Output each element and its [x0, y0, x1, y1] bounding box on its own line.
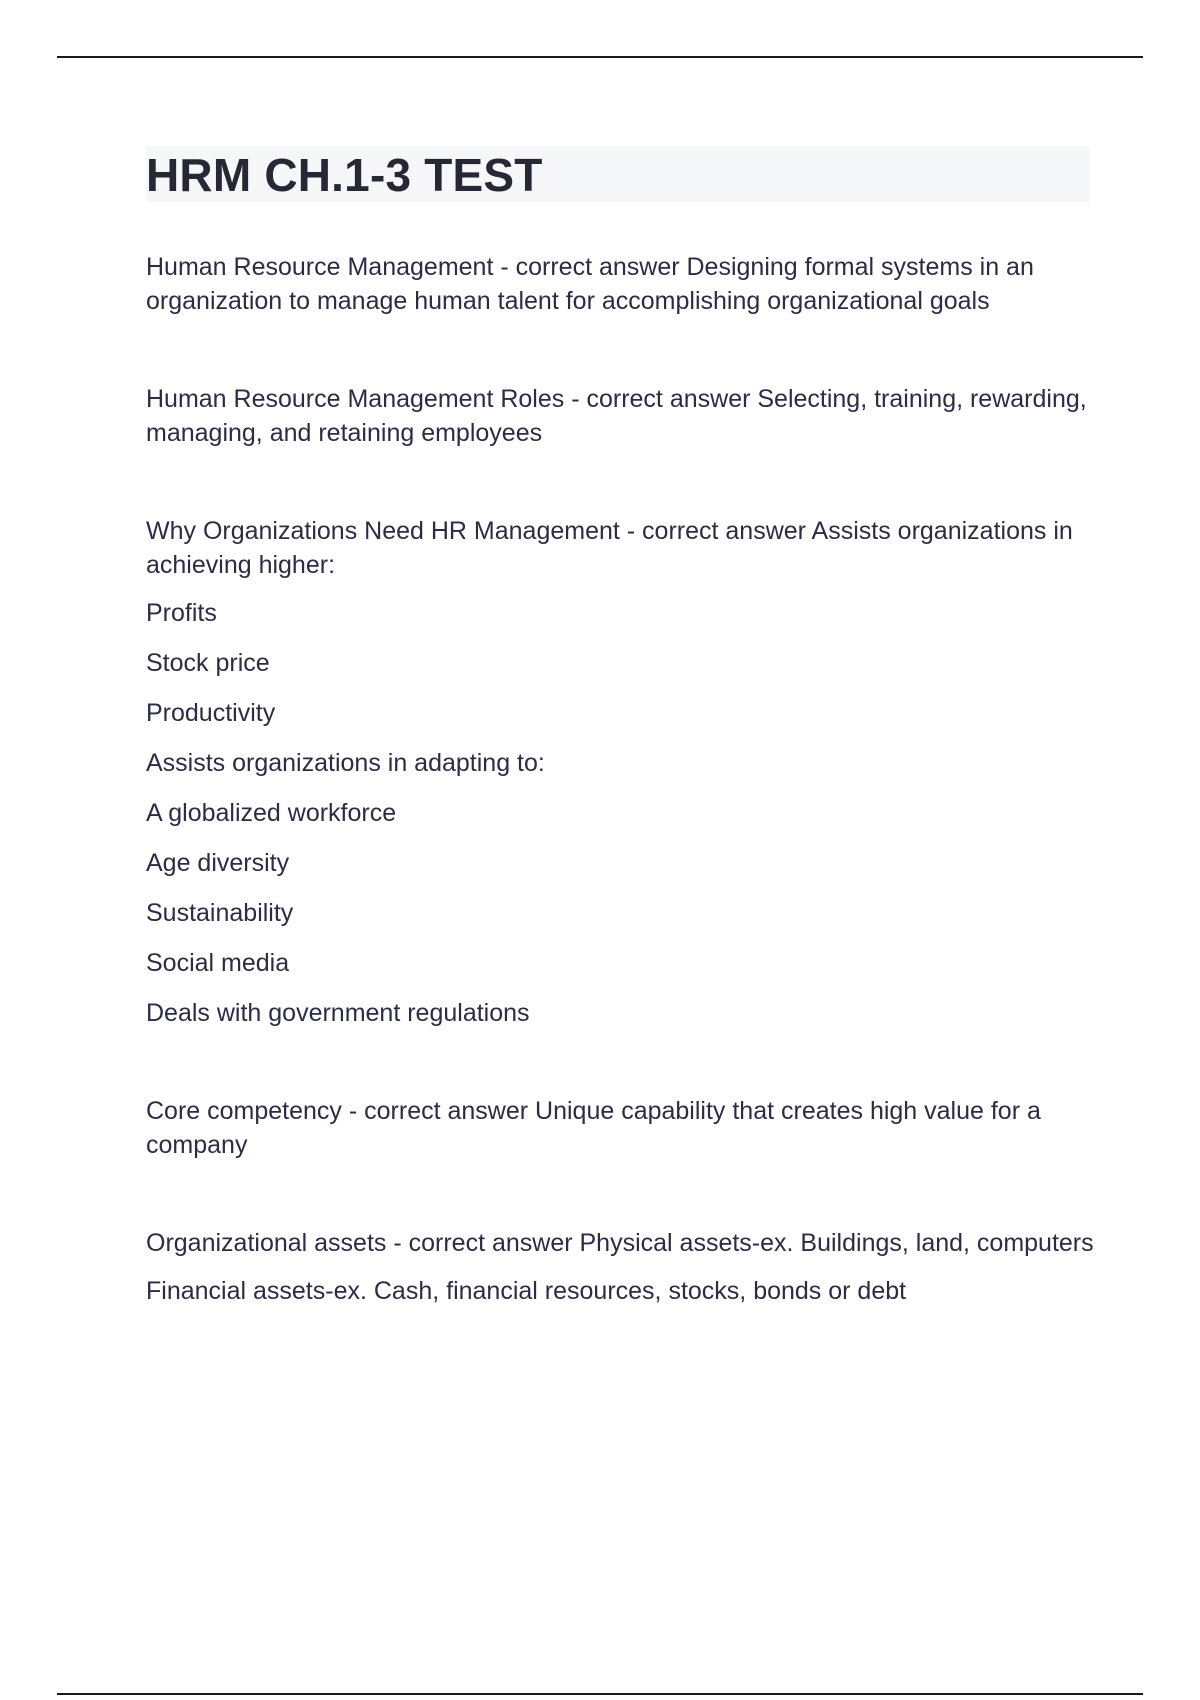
list-item: A globalized workforce	[146, 799, 397, 827]
qa-entry-why-hr	[146, 514, 1096, 1030]
qa-text: Why Organizations Need HR Management - correct answer Assists organizations in achieving higher:	[146, 517, 1073, 579]
top-rule	[57, 56, 1143, 58]
qa-entry-organizational-assets	[146, 1226, 1096, 1308]
list-item: Productivity	[146, 699, 276, 727]
list-item: Profits	[146, 599, 217, 627]
qa-text: Human Resource Management Roles - correct answer Selecting, training, rewarding, managing, and retaining employees	[146, 385, 1087, 447]
list-item: Social media	[146, 949, 290, 977]
page-title: HRM CH.1-3 TEST	[146, 149, 543, 201]
qa-entry-hrm	[146, 250, 1096, 318]
list-item: Sustainability	[146, 899, 294, 927]
list-item: Financial assets-ex. Cash, financial resources, stocks, bonds or debt	[146, 1277, 907, 1305]
qa-text: Human Resource Management - correct answer Designing formal systems in an organization to manage human talent for accomplishing organizational goals	[146, 253, 1034, 315]
document-body	[146, 250, 1096, 1308]
list-item: Age diversity	[146, 849, 290, 877]
qa-entry-hrm-roles	[146, 382, 1096, 450]
list-item: Assists organizations in adapting to:	[146, 749, 545, 777]
qa-entry-core-competency	[146, 1094, 1096, 1162]
bottom-rule	[57, 1693, 1143, 1695]
qa-text: Core competency - correct answer Unique capability that creates high value for a company	[146, 1097, 1041, 1159]
qa-text: Organizational assets - correct answer Physical assets-ex. Buildings, land, computers	[146, 1229, 1094, 1257]
list-item: Stock price	[146, 649, 270, 677]
list-item: Deals with government regulations	[146, 999, 530, 1027]
